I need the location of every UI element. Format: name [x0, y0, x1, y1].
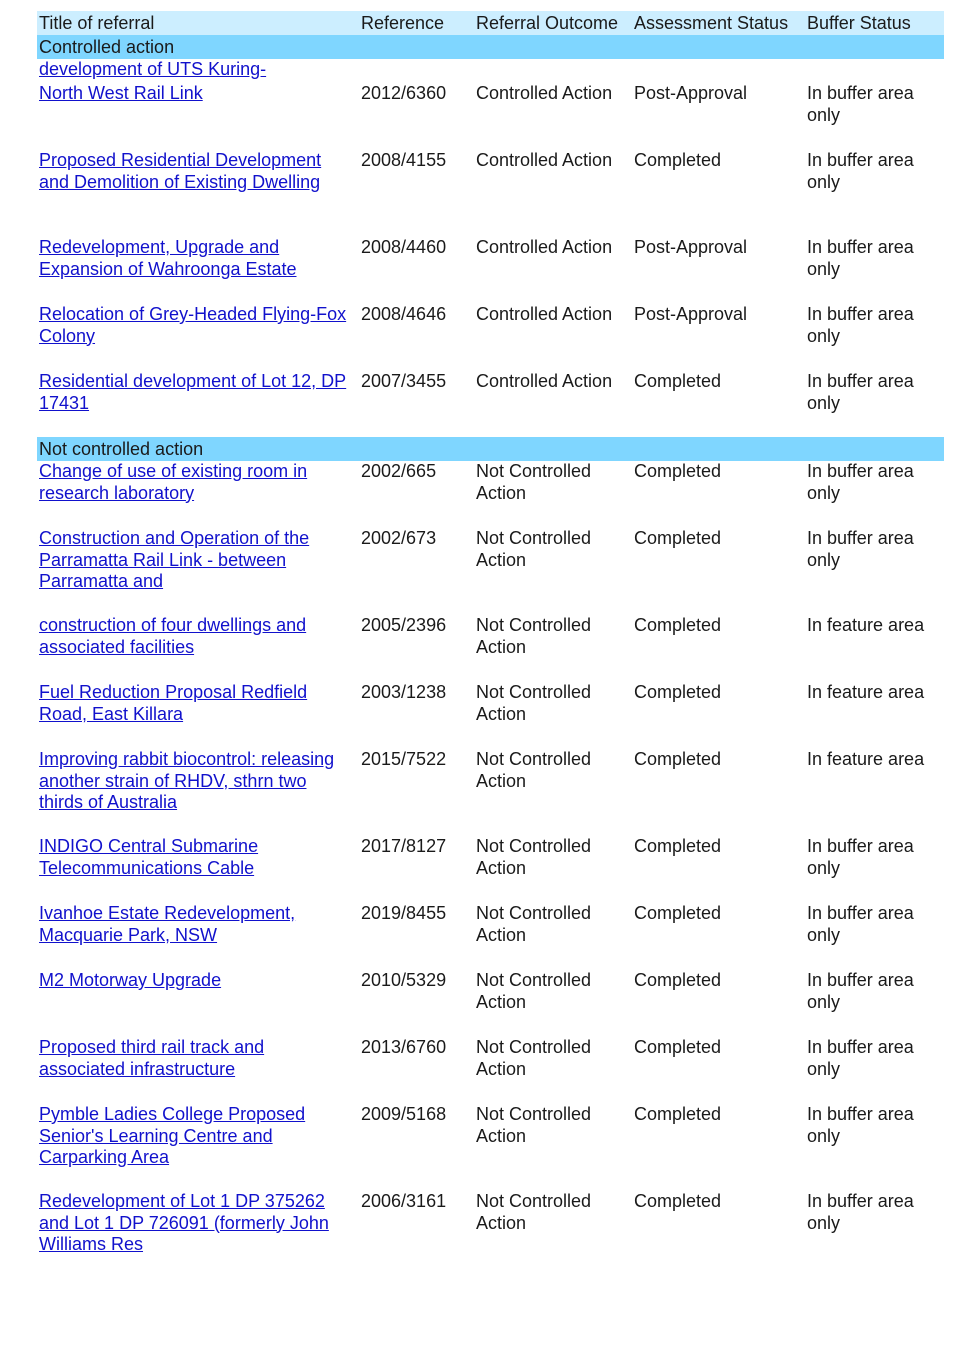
header-buffer-status: Buffer Status: [807, 13, 911, 33]
title-cell: [39, 371, 349, 414]
table-row: [37, 304, 944, 371]
outcome-cell: Controlled Action: [476, 304, 613, 324]
reference-cell: 2012/6360: [361, 83, 447, 103]
buffer-status-cell: In buffer area only: [807, 1037, 914, 1079]
referral-title-link[interactable]: Residential development of Lot 12, DP 17431: [39, 371, 347, 413]
reference-cell: 2006/3161: [361, 1191, 447, 1211]
title-cell: [39, 749, 349, 814]
referral-title-link[interactable]: Relocation of Grey-Headed Flying-Fox Colony: [39, 304, 347, 346]
referral-title-link[interactable]: construction of four dwellings and associated facilities: [39, 615, 307, 657]
title-cell: [39, 150, 349, 193]
title-cell: [39, 237, 349, 280]
referral-title-link[interactable]: North West Rail Link: [39, 83, 203, 103]
title-cell: [39, 1104, 349, 1169]
assessment-status-cell: Completed: [634, 903, 722, 923]
reference-cell: 2003/1238: [361, 682, 447, 702]
referral-title-link[interactable]: Proposed Residential Development and Demolition of Existing Dwelling: [39, 150, 322, 192]
buffer-status-cell: In buffer area only: [807, 903, 914, 945]
table-row: [37, 461, 944, 528]
buffer-status-cell: In feature area: [807, 615, 925, 635]
table-row: [37, 1104, 944, 1191]
buffer-status-cell: In buffer area only: [807, 528, 914, 570]
buffer-status-cell: In buffer area only: [807, 1191, 914, 1233]
reference-cell: 2019/8455: [361, 903, 447, 923]
assessment-status-cell: Completed: [634, 1104, 722, 1124]
reference-cell: 2009/5168: [361, 1104, 447, 1124]
outcome-cell: Not Controlled Action: [476, 749, 592, 791]
section-header: Controlled action: [37, 35, 944, 59]
reference-cell: 2017/8127: [361, 836, 447, 856]
assessment-status-cell: Post-Approval: [634, 237, 748, 257]
title-cell: [39, 682, 349, 725]
referral-title-link[interactable]: M2 Motorway Upgrade: [39, 970, 222, 990]
table-row: [37, 59, 944, 83]
referrals-table: [37, 11, 944, 1278]
reference-cell: 2008/4646: [361, 304, 447, 324]
title-cell: [39, 461, 349, 504]
section-header: Not controlled action: [37, 437, 944, 461]
header-title: Title of referral: [39, 13, 155, 33]
buffer-status-cell: In buffer area only: [807, 1104, 914, 1146]
outcome-cell: Not Controlled Action: [476, 836, 592, 878]
buffer-status-cell: In feature area: [807, 682, 925, 702]
assessment-status-cell: Post-Approval: [634, 304, 748, 324]
outcome-cell: Controlled Action: [476, 150, 613, 170]
referral-title-link[interactable]: Change of use of existing room in research laboratory: [39, 461, 308, 503]
title-cell: [39, 304, 349, 347]
referral-title-link[interactable]: Proposed third rail track and associated infrastructure: [39, 1037, 265, 1079]
outcome-cell: Not Controlled Action: [476, 528, 592, 570]
outcome-cell: Not Controlled Action: [476, 1191, 592, 1233]
referral-title-link[interactable]: development of UTS Kuring-: [39, 59, 267, 79]
reference-cell: 2005/2396: [361, 615, 447, 635]
referral-title-link[interactable]: INDIGO Central Submarine Telecommunications Cable: [39, 836, 259, 878]
buffer-status-cell: In buffer area only: [807, 237, 914, 279]
assessment-status-cell: Completed: [634, 1037, 722, 1057]
outcome-cell: Controlled Action: [476, 83, 613, 103]
table-row: [37, 903, 944, 970]
buffer-status-cell: In feature area: [807, 749, 925, 769]
outcome-cell: Not Controlled Action: [476, 1037, 592, 1079]
buffer-status-cell: In buffer area only: [807, 461, 914, 503]
assessment-status-cell: Completed: [634, 615, 722, 635]
table-row: [37, 237, 944, 304]
table-row: [37, 749, 944, 836]
table-row: [37, 836, 944, 903]
outcome-cell: Not Controlled Action: [476, 682, 592, 724]
referral-title-link[interactable]: Construction and Operation of the Parramatta Rail Link - between Parramatta and: [39, 528, 310, 591]
table-row: [37, 1037, 944, 1104]
buffer-status-cell: In buffer area only: [807, 970, 914, 1012]
title-cell: [39, 836, 349, 879]
assessment-status-cell: Completed: [634, 749, 722, 769]
reference-cell: 2008/4155: [361, 150, 447, 170]
assessment-status-cell: Completed: [634, 371, 722, 391]
title-cell: [39, 59, 349, 81]
buffer-status-cell: In buffer area only: [807, 836, 914, 878]
table-row: [37, 1191, 944, 1278]
outcome-cell: Controlled Action: [476, 237, 613, 257]
assessment-status-cell: Completed: [634, 528, 722, 548]
assessment-status-cell: Completed: [634, 461, 722, 481]
assessment-status-cell: Completed: [634, 836, 722, 856]
table-row: [37, 615, 944, 682]
reference-cell: 2010/5329: [361, 970, 447, 990]
table-row: [37, 682, 944, 749]
title-cell: [39, 1037, 349, 1080]
outcome-cell: Not Controlled Action: [476, 461, 592, 503]
buffer-status-cell: In buffer area only: [807, 304, 914, 346]
header-outcome: Referral Outcome: [476, 13, 619, 33]
header-assessment-status: Assessment Status: [634, 13, 789, 33]
referral-title-link[interactable]: Improving rabbit biocontrol: releasing another strain of RHDV, sthrn two thirds of Australia: [39, 749, 335, 812]
title-cell: [39, 528, 349, 593]
outcome-cell: Not Controlled Action: [476, 903, 592, 945]
title-cell: [39, 83, 349, 105]
buffer-status-cell: In buffer area only: [807, 150, 914, 192]
header-reference: Reference: [361, 13, 445, 33]
outcome-cell: Controlled Action: [476, 371, 613, 391]
reference-cell: 2015/7522: [361, 749, 447, 769]
table-row: [37, 970, 944, 1037]
reference-cell: 2013/6760: [361, 1037, 447, 1057]
title-cell: [39, 903, 349, 946]
reference-cell: 2008/4460: [361, 237, 447, 257]
table-row: [37, 528, 944, 615]
title-cell: [39, 615, 349, 658]
table-row: [37, 371, 944, 413]
title-cell: [39, 970, 349, 992]
reference-cell: 2007/3455: [361, 371, 447, 391]
outcome-cell: Not Controlled Action: [476, 615, 592, 657]
table-row: [37, 150, 944, 237]
reference-cell: 2002/665: [361, 461, 437, 481]
referral-title-link[interactable]: Fuel Reduction Proposal Redfield Road, East Killara: [39, 682, 308, 724]
assessment-status-cell: Completed: [634, 970, 722, 990]
referral-title-link[interactable]: Redevelopment, Upgrade and Expansion of Wahroonga Estate: [39, 237, 297, 279]
outcome-cell: Not Controlled Action: [476, 1104, 592, 1146]
buffer-status-cell: In buffer area only: [807, 83, 914, 125]
table-header: [37, 11, 944, 35]
table-row: [37, 83, 944, 150]
assessment-status-cell: Completed: [634, 150, 722, 170]
title-cell: [39, 1191, 349, 1256]
reference-cell: 2002/673: [361, 528, 437, 548]
assessment-status-cell: Completed: [634, 1191, 722, 1211]
referral-title-link[interactable]: Pymble Ladies College Proposed Senior's Learning Centre and Carparking Area: [39, 1104, 306, 1167]
assessment-status-cell: Completed: [634, 682, 722, 702]
referral-title-link[interactable]: Redevelopment of Lot 1 DP 375262 and Lot 1 DP 726091 (formerly John Williams Res: [39, 1191, 329, 1254]
outcome-cell: Not Controlled Action: [476, 970, 592, 1012]
buffer-status-cell: In buffer area only: [807, 371, 914, 413]
assessment-status-cell: Post-Approval: [634, 83, 748, 103]
referral-title-link[interactable]: Ivanhoe Estate Redevelopment, Macquarie Park, NSW: [39, 903, 296, 945]
